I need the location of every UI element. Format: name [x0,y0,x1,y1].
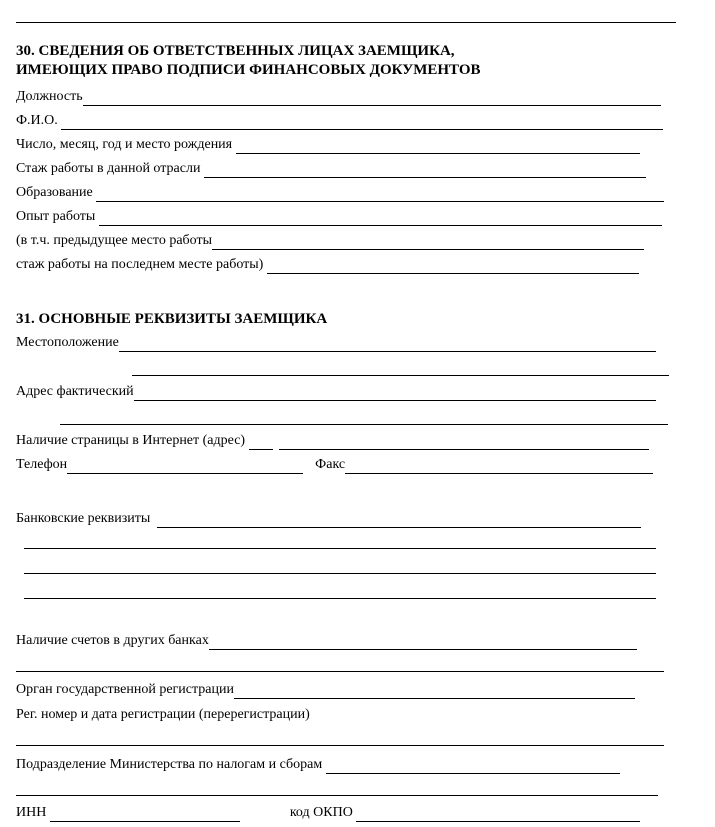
education-label: Образование [16,185,97,200]
actual-address-input-line[interactable] [134,387,656,401]
other-banks-input-line[interactable] [209,636,637,650]
previous-job-label: (в т.ч. предыдущее место работы [16,233,213,248]
inn-okpo-field[interactable] [16,804,640,822]
actual-address-label: Адрес фактический [16,384,134,399]
bank-details-input-line[interactable] [157,514,641,528]
inn-label: ИНН [16,805,50,820]
actual-address-field[interactable] [16,383,656,401]
reg-number-input-line[interactable] [16,745,664,746]
inn-input-line[interactable] [50,808,240,822]
previous-job-input-line[interactable] [212,236,644,250]
position-input-line[interactable] [83,92,661,106]
last-job-experience-field[interactable] [16,256,639,274]
experience-input-line[interactable] [99,212,662,226]
phone-label: Телефон [16,457,68,472]
website-short-line[interactable] [249,436,273,450]
phone-fax-field[interactable] [16,456,653,474]
actual-address-continuation-line[interactable] [60,424,668,425]
location-field[interactable] [16,334,656,352]
birth-field[interactable] [16,136,640,154]
location-input-line[interactable] [119,338,656,352]
section-30-title-line1: 30. СВЕДЕНИЯ ОБ ОТВЕТСТВЕННЫХ ЛИЦАХ ЗАЕМЩИКА, [16,43,455,59]
reg-number-field [16,706,310,724]
bank-details-field[interactable] [16,510,641,528]
experience-field[interactable] [16,208,662,226]
registration-body-label: Орган государственной регистрации [16,682,234,697]
bank-details-line-2[interactable] [24,548,656,549]
other-banks-continuation-line[interactable] [16,671,664,672]
last-job-experience-label: стаж работы на последнем месте работы) [16,257,267,272]
fax-label: Факс [315,457,346,472]
reg-number-label: Рег. номер и дата регистрации (перерегистрации) [16,707,310,722]
bank-details-line-4[interactable] [24,598,656,599]
birth-input-line[interactable] [236,140,640,154]
okpo-input-line[interactable] [356,808,640,822]
website-input-line[interactable] [279,436,649,450]
website-label: Наличие страницы в Интернет (адрес) [16,433,249,448]
position-field[interactable] [16,88,661,106]
website-field[interactable] [16,432,649,450]
registration-body-input-line[interactable] [234,685,635,699]
birth-label: Число, месяц, год и место рождения [16,137,236,152]
tax-division-continuation-line[interactable] [16,795,658,796]
section-31-title: 31. ОСНОВНЫЕ РЕКВИЗИТЫ ЗАЕМЩИКА [16,311,328,327]
industry-experience-label: Стаж работы в данной отрасли [16,161,204,176]
industry-experience-input-line[interactable] [204,164,646,178]
tax-division-field[interactable] [16,756,620,774]
okpo-label: код ОКПО [289,805,357,820]
bank-details-line-3[interactable] [24,573,656,574]
last-job-experience-input-line[interactable] [267,260,639,274]
phone-input-line[interactable] [67,460,303,474]
top-divider [16,22,676,23]
location-continuation-line[interactable] [132,375,669,376]
tax-division-input-line[interactable] [326,760,620,774]
tax-division-label: Подразделение Министерства по налогам и сборам [16,757,326,772]
section-30-title-line2: ИМЕЮЩИХ ПРАВО ПОДПИСИ ФИНАНСОВЫХ ДОКУМЕНТОВ [16,62,481,78]
fax-input-line[interactable] [345,460,653,474]
education-input-line[interactable] [96,188,664,202]
other-banks-field[interactable] [16,632,637,650]
name-field[interactable] [16,112,663,130]
registration-body-field[interactable] [16,681,635,699]
education-field[interactable] [16,184,664,202]
name-input-line[interactable] [61,116,663,130]
location-label: Местоположение [16,335,119,350]
bank-details-label: Банковские реквизиты [16,511,158,526]
position-label: Должность [16,89,83,104]
other-banks-label: Наличие счетов в других банках [16,633,209,648]
previous-job-field[interactable] [16,232,644,250]
industry-experience-field[interactable] [16,160,646,178]
experience-label: Опыт работы [16,209,99,224]
name-label: Ф.И.О. [16,113,62,128]
